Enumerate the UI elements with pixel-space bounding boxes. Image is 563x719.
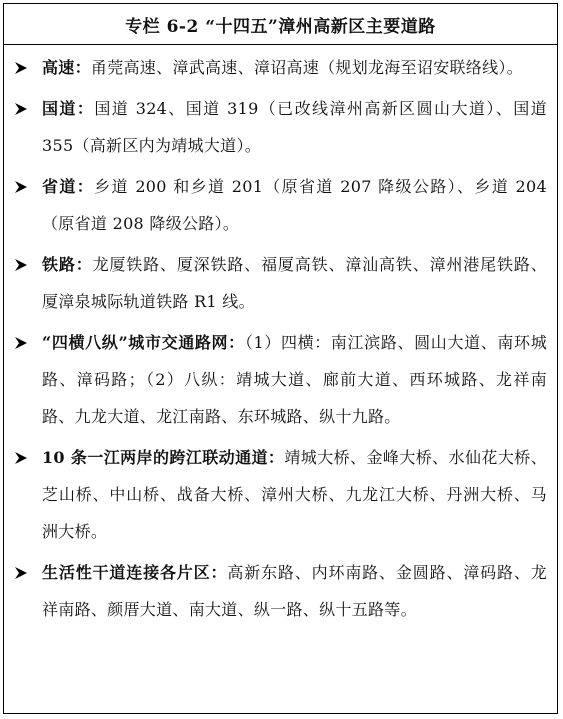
list-item-expressway [14,49,547,86]
arrow-bullet-icon [14,49,36,86]
list-item-arterial-roads [14,554,547,628]
item-text: 靖城大桥、金峰大桥、水仙花大桥、芝山桥、中山桥、战备大桥、漳州大桥、九龙江大桥、丹洲大桥、马洲大桥。 [42,448,547,541]
item-label: 10 条一江两岸的跨江联动通道： [42,448,285,467]
arrow-bullet-icon [14,168,36,205]
arrow-bullet-icon [14,324,36,361]
column-title: 专栏 6-2 “十四五”漳州高新区主要道路 [4,4,557,45]
item-text: 乡道 200 和乡道 201（原省道 207 降级公路）、乡道 204（原省道 208 降级公路）。 [42,177,547,233]
item-label: 铁路： [42,255,93,274]
item-text: 龙厦铁路、厦深铁路、福厦高铁、漳汕高铁、漳州港尾铁路、厦漳泉城际轨道铁路 R1 线。 [42,255,547,311]
column-box [3,3,558,714]
item-text: （1）四横：南江滨路、圆山大道、南环城路、漳码路；（2）八纵：靖城大道、廊前大道、西环城路、龙祥南路、九龙大道、龙江南路、东环城路、纵十九路。 [42,333,547,426]
list-item-railway [14,246,547,320]
arrow-bullet-icon [14,439,36,476]
arrow-bullet-icon [14,554,36,591]
list-item-national-road [14,90,547,164]
road-list [4,45,557,628]
item-text: 国道 324、国道 319（已改线漳州高新区圆山大道）、国道 355（高新区内为靖城大道）。 [42,99,547,155]
list-item-provincial-road [14,168,547,242]
item-label: 国道： [42,99,95,118]
item-label: 省道： [42,177,95,196]
item-text: 甬莞高速、漳武高速、漳诏高速（规划龙海至诏安联络线）。 [90,58,524,77]
list-item-city-network [14,324,547,435]
item-label: 高速： [42,58,91,77]
list-item-river-crossings [14,439,547,550]
item-label: 生活性干道连接各片区： [42,563,228,582]
arrow-bullet-icon [14,246,36,283]
item-label: “四横八纵”城市交通路网： [42,333,245,352]
item-text: 高新东路、内环南路、金圆路、漳码路、龙祥南路、颜厝大道、南大道、纵一路、纵十五路等。 [42,563,547,619]
arrow-bullet-icon [14,90,36,127]
